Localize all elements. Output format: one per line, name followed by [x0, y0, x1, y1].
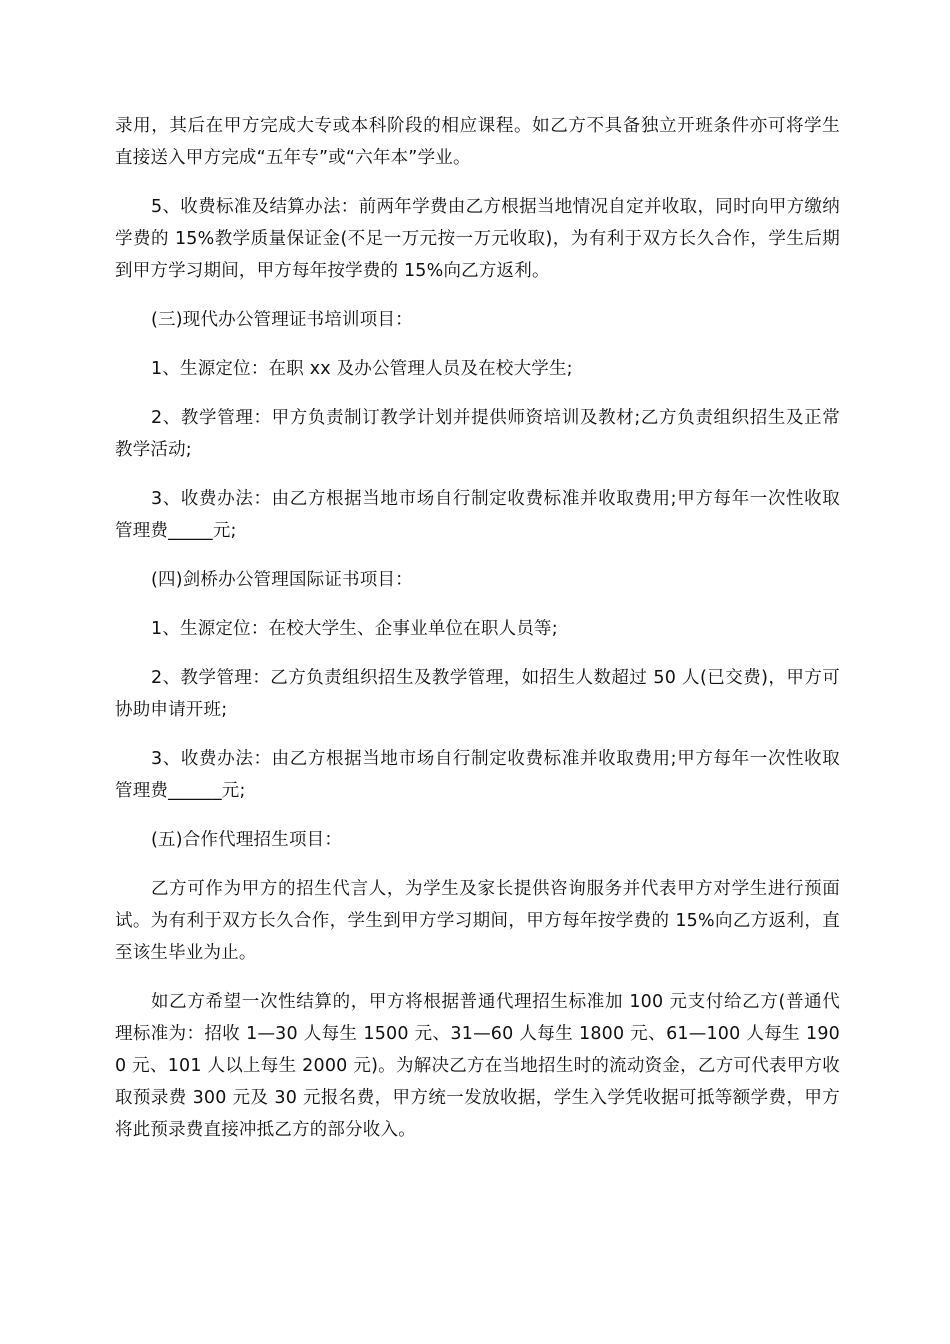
paragraph-agency-lump-sum: 如乙方希望一次性结算的，甲方将根据普通代理招生标准加 100 元支付给乙方(普通代理标准为：招收 1—30 人每生 1500 元、31—60 人每生 1800 元、61—100 人每生 1900 元、101 人以上每生 2000 元)。为解决乙方在当地招生时的流动资金，乙方可代表甲方收取预录费 300 元及 30 元报名费，甲方统一发放收据，学生入学凭收据可抵等额学费，甲方将此预录费直接冲抵乙方的部分收入。	[115, 992, 840, 1140]
paragraph-cambridge-student-source: 1、生源定位：在校大学生、企事业单位在职人员等;	[151, 619, 558, 639]
paragraph-office-student-source: 1、生源定位：在职 xx 及办公管理人员及在校大学生;	[151, 359, 573, 379]
document-body	[115, 110, 840, 1163]
section-heading-cambridge-certificate: (四)剑桥办公管理国际证书项目：	[151, 570, 413, 590]
section-heading-agency-enrollment: (五)合作代理招生项目：	[151, 830, 343, 850]
paragraph-cambridge-teaching-management: 2、教学管理：乙方负责组织招生及教学管理，如招生人数超过 50 人(已交费)，甲方可协助申请开班;	[115, 668, 840, 720]
section-heading-office-certificate: (三)现代办公管理证书培训项目：	[151, 310, 413, 330]
paragraph-enrollment-continuation: 录用，其后在甲方完成大专或本科阶段的相应课程。如乙方不具备独立开班条件亦可将学生直接送入甲方完成“五年专”或“六年本”学业。	[115, 116, 840, 168]
paragraph-office-fee-method: 3、收费办法：由乙方根据当地市场自行制定收费标准并收取费用;甲方每年一次性收取管理费_____元;	[115, 489, 840, 541]
paragraph-fee-settlement: 5、收费标准及结算办法：前两年学费由乙方根据当地情况自定并收取，同时向甲方缴纳学费的 15%教学质量保证金(不足一万元按一万元收取)，为有利于双方长久合作，学生后期到甲方学习期间，甲方每年按学费的 15%向乙方返利。	[115, 197, 840, 281]
paragraph-agency-rebate: 乙方可作为甲方的招生代言人，为学生及家长提供咨询服务并代表甲方对学生进行预面试。为有利于双方长久合作，学生到甲方学习期间，甲方每年按学费的 15%向乙方返利，直至该生毕业为止。	[115, 879, 840, 963]
paragraph-cambridge-fee-method: 3、收费办法：由乙方根据当地市场自行制定收费标准并收取费用;甲方每年一次性收取管理费______元;	[115, 749, 840, 801]
paragraph-office-teaching-management: 2、教学管理：甲方负责制订教学计划并提供师资培训及教材;乙方负责组织招生及正常教学活动;	[115, 408, 840, 460]
